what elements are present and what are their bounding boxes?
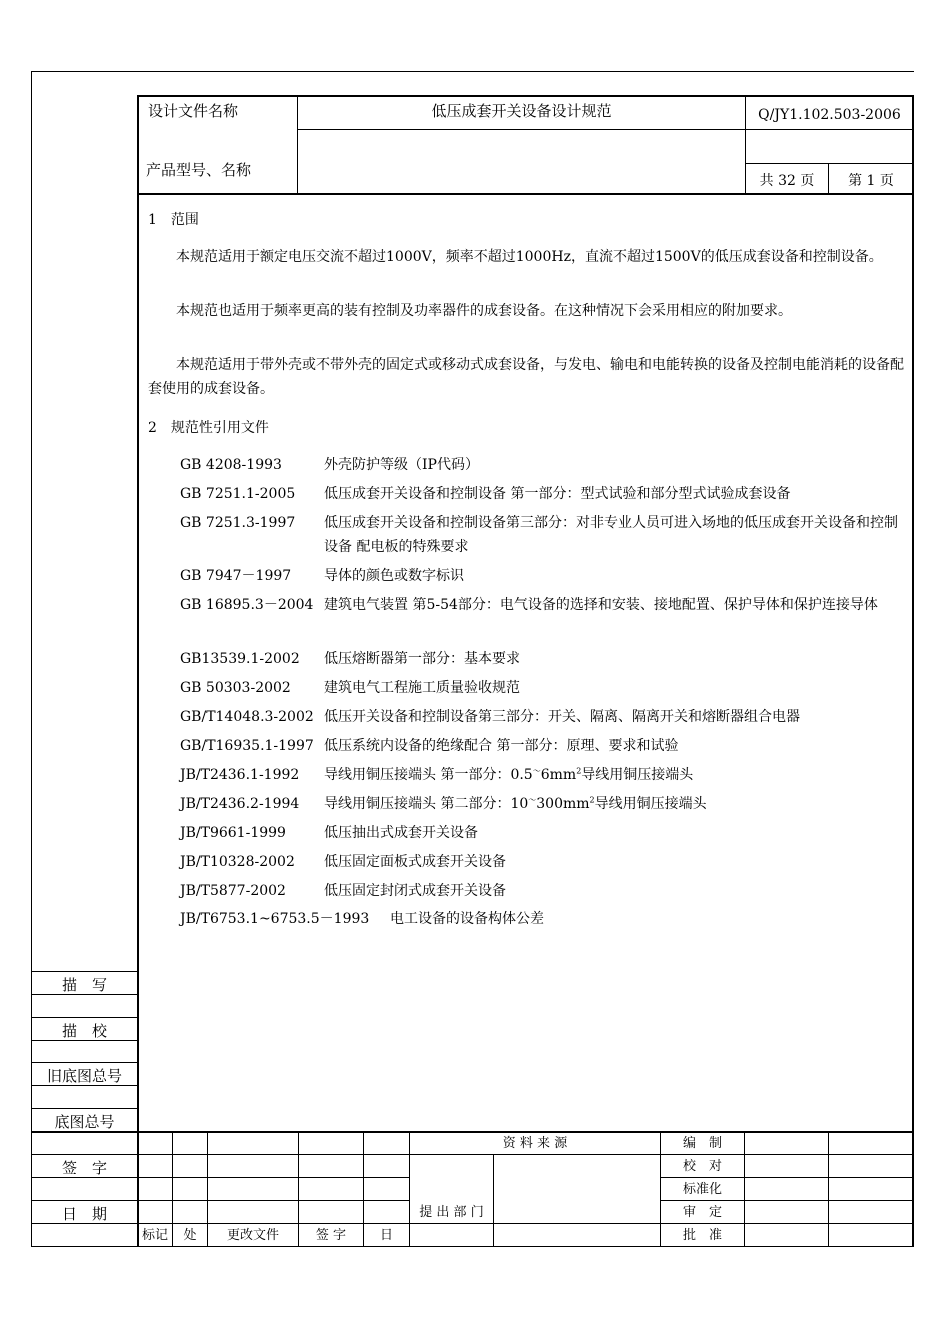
product-label: 产品型号、名称 (146, 161, 252, 179)
side-row-b (31, 994, 138, 995)
section-1-paragraph-2: 本规范也适用于频率更高的装有控制及功率器件的成套设备。在这种情况下会采用相应的附加要求。 (176, 303, 792, 319)
side-label-date: 日 期 (61, 1205, 107, 1223)
footer-data-source: 资 料 来 源 (502, 1136, 568, 1151)
reference-code: JB/T10328-2002 (180, 854, 295, 870)
reference-title: 导线用铜压接端头 第二部分：$10^\sim 300mm^2$导线用铜压接端头 (324, 795, 707, 812)
header-bottom (137, 193, 914, 195)
reference-code: GB 4208-1993 (180, 457, 282, 473)
outer-frame-bottom (31, 1246, 914, 1247)
side-row-e (31, 1062, 138, 1063)
side-row-k (31, 1200, 138, 1201)
outer-frame-top (31, 71, 914, 72)
header-row1 (297, 129, 913, 130)
reference-code: GB 7947－1997 (180, 568, 292, 584)
footer-compile: 编 制 (682, 1136, 722, 1151)
footer-sign: 签 字 (315, 1228, 347, 1243)
section-2-title: 2 规范性引用文件 (148, 420, 269, 436)
main-box-left (137, 95, 139, 1247)
reference-title: 低压熔断器第一部分：基本要求 (324, 651, 520, 667)
footer-row2 (137, 1177, 409, 1178)
side-row-a (31, 971, 138, 972)
footer-row4 (137, 1223, 913, 1224)
reference-title: 建筑电气装置 第5-54部分：电气设备的选择和安装、接地配置、保护导体和保护连接导体 (324, 597, 878, 613)
reference-code: GB/T14048.3-2002 (180, 709, 314, 725)
reference-code: JB/T5877-2002 (180, 883, 286, 899)
side-label-old-base-number: 旧底图总号 (46, 1067, 122, 1085)
reference-code: GB 50303-2002 (180, 680, 291, 696)
footer-col6 (493, 1154, 494, 1246)
side-row-j (31, 1177, 138, 1178)
total-pages: 共 32 页 (759, 173, 815, 189)
main-box-right (912, 95, 914, 1247)
side-row-l (31, 1223, 138, 1224)
reference-title: 低压开关设备和控制设备第三部分：开关、隔离、隔离开关和熔断器组合电器 (324, 709, 800, 725)
section-1-paragraph-3: 本规范适用于带外壳或不带外壳的固定式或移动式成套设备，与发电、输电和电能转换的设备及控制电能消耗的设备配套使用的成套设备。 (148, 357, 904, 397)
page-number: 第 1 页 (848, 173, 894, 189)
reference-title: 导线用铜压接端头 第一部分：$0.5^\sim 6mm^2$导线用铜压接端头 (324, 766, 694, 783)
side-row-i (31, 1154, 138, 1155)
section-1-paragraph-1: 本规范适用于额定电压交流不超过1000V，频率不超过1000Hz，直流不超过1500V的低压成套设备和控制设备。 (176, 249, 883, 265)
footer-row3 (137, 1200, 409, 1201)
footer-place: 处 (183, 1228, 197, 1243)
side-label-base-number: 底图总号 (54, 1113, 115, 1131)
reference-code: JB/T2436.1-1992 (180, 767, 300, 783)
reference-title: 低压成套开关设备和控制设备第三部分：对非专业人员可进入场地的低压成套开关设备和控制设备 配电板的特殊要求 (324, 515, 898, 555)
reference-title: 低压固定面板式成套开关设备 (324, 854, 506, 870)
reference-title: 低压抽出式成套开关设备 (324, 825, 478, 841)
reference-code: GB/T16935.1-1997 (180, 738, 314, 754)
footer-proofread: 校 对 (682, 1159, 722, 1174)
main-box-top (137, 95, 914, 97)
reference-title: 建筑电气工程施工质量验收规范 (324, 680, 520, 696)
side-row-h (31, 1131, 914, 1133)
footer-day: 日 (379, 1228, 393, 1243)
footer-col8 (744, 1131, 745, 1246)
footer-row3b (660, 1200, 913, 1201)
reference-title: 低压成套开关设备和控制设备 第一部分：型式试验和部分型式试验成套设备 (324, 486, 791, 502)
reference-code: GB 7251.1-2005 (180, 486, 296, 502)
side-row-d (31, 1040, 138, 1041)
side-label-sign: 签 字 (61, 1159, 107, 1177)
side-label-trace: 描 写 (61, 976, 107, 994)
footer-change-document: 更改文件 (226, 1228, 279, 1243)
side-row-c (31, 1017, 138, 1018)
side-row-f (31, 1085, 138, 1086)
footer-review: 审 定 (682, 1205, 722, 1220)
reference-code: GB 7251.3-1997 (180, 515, 296, 531)
footer-mark: 标记 (141, 1228, 168, 1243)
reference-title: 低压系统内设备的绝缘配合 第一部分：原理、要求和试验 (324, 738, 679, 754)
doc-code: Q/JY1.102.503-2006 (758, 107, 901, 123)
reference-title: 低压固定封闭式成套开关设备 (324, 883, 506, 899)
reference-title: 外壳防护等级（IP代码） (324, 457, 479, 473)
section-1-title: 1 范围 (148, 212, 199, 228)
doc-name-label: 设计文件名称 (148, 102, 239, 120)
reference-code: GB13539.1-2002 (180, 651, 300, 667)
footer-col9 (828, 1131, 829, 1246)
reference-title: 电工设备的设备构体公差 (390, 911, 544, 927)
reference-code: JB/T9661-1999 (180, 825, 286, 841)
footer-approve: 批 准 (682, 1228, 722, 1243)
footer-proposing-department: 提 出 部 门 (419, 1205, 484, 1220)
doc-name: 低压成套开关设备设计规范 (431, 102, 612, 120)
side-label-check: 描 校 (61, 1022, 107, 1040)
side-row-g (31, 1108, 138, 1109)
header-row2 (745, 163, 913, 164)
reference-title: 导体的颜色或数字标识 (324, 568, 464, 584)
reference-code: JB/T6753.1~6753.5－1993 (180, 911, 370, 927)
footer-row1 (137, 1154, 913, 1155)
footer-row2b (660, 1177, 913, 1178)
reference-code: GB 16895.3－2004 (180, 597, 314, 613)
reference-code: JB/T2436.2-1994 (180, 796, 300, 812)
footer-standardization: 标准化 (682, 1182, 722, 1197)
